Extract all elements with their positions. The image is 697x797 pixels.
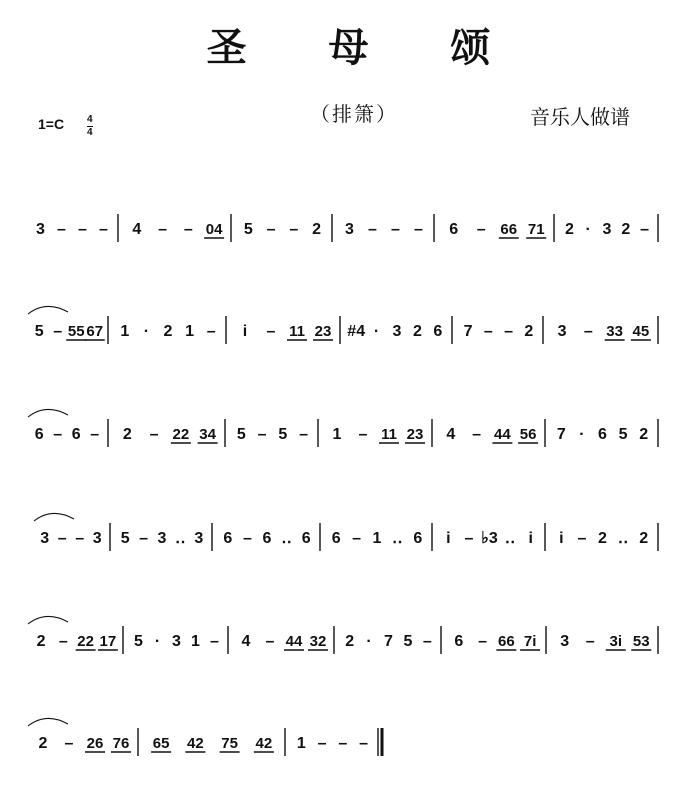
time-signature-denominator: 4 [87, 127, 93, 138]
note: 76 [112, 735, 130, 752]
note: i [446, 530, 451, 547]
note: 2 [564, 221, 574, 238]
note: – [391, 221, 400, 238]
note: – [90, 426, 100, 443]
note: 1 [185, 323, 195, 340]
slur [28, 718, 68, 726]
note: 11 [381, 426, 397, 443]
note: – [577, 530, 587, 547]
note: – [266, 323, 276, 340]
note: 17 [99, 633, 117, 650]
note: – [338, 735, 348, 752]
note: – [472, 426, 482, 443]
note: – [242, 530, 252, 547]
note: 2 [163, 323, 173, 340]
note: – [585, 633, 595, 650]
note: 22 [77, 633, 94, 650]
note: 34 [199, 426, 216, 443]
note: – [289, 221, 299, 238]
note: – [266, 221, 276, 238]
note: 4 [446, 426, 456, 443]
note: 7 [463, 323, 473, 340]
note: 6 [71, 426, 81, 443]
note: ‥ [617, 530, 629, 547]
note: · [366, 633, 372, 650]
note: 5 [278, 426, 288, 443]
note: – [358, 426, 368, 443]
note: 5 [34, 323, 44, 340]
note: · [373, 323, 380, 340]
note: 5 [120, 530, 130, 547]
note: 6 [413, 530, 423, 547]
note: – [464, 530, 474, 547]
note: i [528, 530, 533, 547]
note: 3 [172, 633, 181, 650]
note: 44 [285, 633, 303, 650]
note: 32 [309, 633, 327, 650]
note: 5 [618, 426, 628, 443]
note: 6 [223, 530, 233, 547]
note: 3 [345, 221, 354, 238]
note: 3 [602, 221, 612, 238]
note: 2 [639, 426, 649, 443]
note: – [206, 323, 216, 340]
note: – [265, 633, 275, 650]
note: – [352, 530, 362, 547]
note: – [257, 426, 267, 443]
note: i [559, 530, 564, 547]
note: – [478, 633, 488, 650]
note: 04 [205, 221, 223, 238]
note: – [368, 221, 377, 238]
note: 3 [40, 530, 50, 547]
key-signature: 1=C [38, 116, 65, 132]
note: 1 [332, 426, 342, 443]
note: ‥ [504, 530, 516, 547]
note: 4 [241, 633, 251, 650]
note: 4 [132, 221, 142, 238]
note: · [579, 426, 585, 443]
note: 1 [296, 735, 306, 752]
note: – [64, 735, 74, 752]
note: – [139, 530, 149, 547]
note: 6 [301, 530, 311, 547]
note: ♭3 [481, 530, 498, 547]
note: 2 [36, 633, 46, 650]
note: 2 [598, 530, 607, 547]
note: – [504, 323, 514, 340]
note: 2 [621, 221, 631, 238]
note: 6 [433, 323, 443, 340]
instrument-subtitle: （排箫） [310, 102, 398, 126]
note: 23 [406, 426, 424, 443]
note: 2 [639, 530, 649, 547]
note: 66 [498, 633, 515, 650]
note: 5 [236, 426, 246, 443]
note: – [317, 735, 327, 752]
note: 42 [255, 735, 273, 752]
note: 33 [606, 323, 623, 340]
note: 11 [289, 323, 305, 340]
note: 2 [412, 323, 422, 340]
note: 3 [560, 633, 570, 650]
note: 2 [122, 426, 132, 443]
note: – [299, 426, 309, 443]
note: 6 [449, 221, 459, 238]
slur [28, 616, 68, 624]
note: 3 [157, 530, 167, 547]
note: 1 [120, 323, 130, 340]
note: 22 [172, 426, 190, 443]
note: 71 [527, 221, 545, 238]
note: 26 [86, 735, 104, 752]
note: 5 [243, 221, 253, 238]
note: – [158, 221, 168, 238]
note: 6 [454, 633, 464, 650]
time-signature-numerator: 4 [87, 114, 93, 125]
note: – [149, 426, 159, 443]
note: 44 [494, 426, 511, 443]
note: 2 [345, 633, 355, 650]
note: 2 [524, 323, 534, 340]
note: 6 [598, 426, 607, 443]
note: 7 [556, 426, 566, 443]
note: – [53, 323, 63, 340]
note: 3 [392, 323, 402, 340]
note: 75 [221, 735, 238, 752]
note: – [210, 633, 219, 650]
note: 45 [632, 323, 650, 340]
note: – [99, 221, 108, 238]
note: – [483, 323, 493, 340]
slur [28, 306, 68, 314]
note: 23 [314, 323, 332, 340]
note: 56 [519, 426, 537, 443]
note: ‥ [392, 530, 403, 547]
note: 1 [372, 530, 382, 547]
note: 5 [134, 633, 143, 650]
note: – [476, 221, 486, 238]
note: 3 [36, 221, 45, 238]
note: 7i [523, 633, 537, 650]
note: 6 [331, 530, 341, 547]
note: 3i [609, 633, 623, 650]
note: · [143, 323, 150, 340]
note: 1 [191, 633, 200, 650]
note: – [422, 633, 432, 650]
note: 3 [557, 323, 567, 340]
note: 53 [632, 633, 650, 650]
note: ‥ [175, 530, 186, 547]
note: – [75, 530, 85, 547]
score-title: 圣 母 颂 [206, 24, 525, 71]
note: 2 [312, 221, 322, 238]
note: – [53, 426, 63, 443]
note: ‥ [281, 530, 292, 547]
note: – [57, 221, 66, 238]
note: – [58, 633, 68, 650]
slur [28, 409, 68, 417]
note: i [242, 323, 248, 340]
note: 3 [92, 530, 102, 547]
transcriber-credit: 音乐人做谱 [530, 105, 630, 129]
note: 5 [403, 633, 413, 650]
note: 6 [34, 426, 44, 443]
note: – [640, 221, 650, 238]
note: 65 [152, 735, 170, 752]
note: – [359, 735, 369, 752]
note: – [57, 530, 67, 547]
note: – [78, 221, 87, 238]
slur [34, 513, 74, 521]
note: – [414, 221, 423, 238]
note: 2 [38, 735, 48, 752]
note: 55 [67, 323, 85, 340]
note: 6 [262, 530, 272, 547]
note: · [154, 633, 161, 650]
note: #4 [347, 323, 366, 340]
note: 67 [86, 323, 104, 340]
note: 66 [500, 221, 518, 238]
note: · [585, 221, 591, 238]
note: – [583, 323, 593, 340]
note: – [183, 221, 193, 238]
note: 3 [194, 530, 204, 547]
note: 7 [384, 633, 393, 650]
note: 42 [187, 735, 204, 752]
